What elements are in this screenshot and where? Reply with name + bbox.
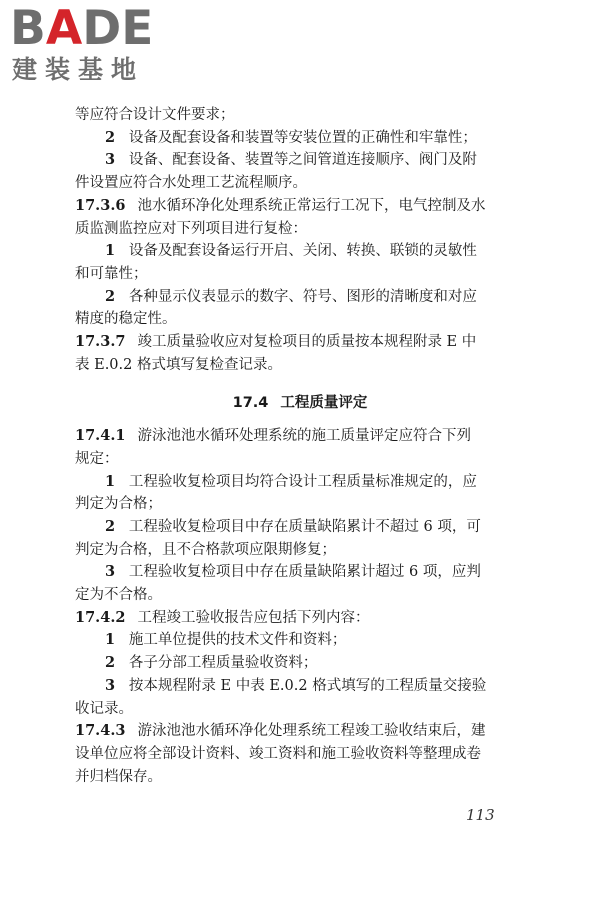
clause-17-4-2: 17.4.2 工程竣工验收报告应包括下列内容： — [75, 608, 370, 626]
list-item: 2 各种显示仪表显示的数字、符号、图形的清晰度和对应 — [105, 287, 477, 305]
text-line: 判定为合格，且不合格款项应限期修复； — [75, 541, 336, 558]
text-line: 精度的稳定性。 — [75, 311, 177, 328]
section-heading: 17.4 工程质量评定 — [232, 395, 368, 412]
clause-17-4-1: 17.4.1 游泳池池水循环处理系统的施工质量评定应符合下列 — [75, 427, 471, 445]
clause-17-4-3: 17.4.3 游泳池池水循环净化处理系统工程竣工验收结束后，建 — [75, 722, 486, 740]
list-item: 3 按本规程附录 E 中表 E.0.2 格式填写的工程质量交接验 — [105, 676, 487, 694]
list-item: 1 施工单位提供的技术文件和资料； — [105, 631, 347, 649]
text-line: 质监测监控应对下列项目进行复检： — [75, 220, 307, 237]
text-line: 表 E.0.2 格式填写复检查记录。 — [75, 356, 282, 373]
logo-wordmark: BADE — [10, 1, 154, 56]
document-body — [75, 104, 525, 788]
text-line: 件设置应符合水处理工艺流程顺序。 — [75, 175, 307, 192]
list-item: 2 设备及配套设备和装置等安装位置的正确性和牢靠性； — [105, 128, 477, 146]
text-line: 规定： — [75, 450, 119, 467]
text-line: 定为不合格。 — [75, 587, 162, 604]
logo-chinese-text: 建装基地 — [12, 55, 145, 84]
page-number: 113 — [466, 806, 495, 824]
text-line: 并归档保存。 — [75, 768, 162, 785]
bade-logo — [8, 1, 178, 86]
list-item: 2 各子分部工程质量验收资料； — [105, 654, 318, 672]
clause-17-3-6: 17.3.6 池水循环净化处理系统正常运行工况下，电气控制及水 — [75, 196, 486, 214]
text-line: 设单位应将全部设计资料、竣工资料和施工验收资料等整理成卷 — [75, 745, 481, 762]
text-line: 判定为合格； — [75, 496, 162, 513]
text-line: 等应符合设计文件要求； — [75, 107, 235, 123]
list-item: 1 工程验收复检项目均符合设计工程质量标准规定的，应 — [105, 472, 477, 490]
text-line: 收记录。 — [75, 700, 133, 717]
text-line: 和可靠性； — [75, 265, 148, 282]
list-item: 3 设备、配套设备、装置等之间管道连接顺序、阀门及附 — [105, 151, 477, 169]
logo-accent-letter: A — [45, 1, 83, 56]
list-item: 2 工程验收复检项目中存在质量缺陷累计不超过 6 项，可 — [105, 517, 481, 535]
list-item: 1 设备及配套设备运行开启、关闭、转换、联锁的灵敏性 — [105, 242, 477, 260]
clause-17-3-7: 17.3.7 竣工质量验收应对复检项目的质量按本规程附录 E 中 — [75, 333, 477, 351]
list-item: 3 工程验收复检项目中存在质量缺陷累计超过 6 项，应判 — [105, 563, 481, 581]
